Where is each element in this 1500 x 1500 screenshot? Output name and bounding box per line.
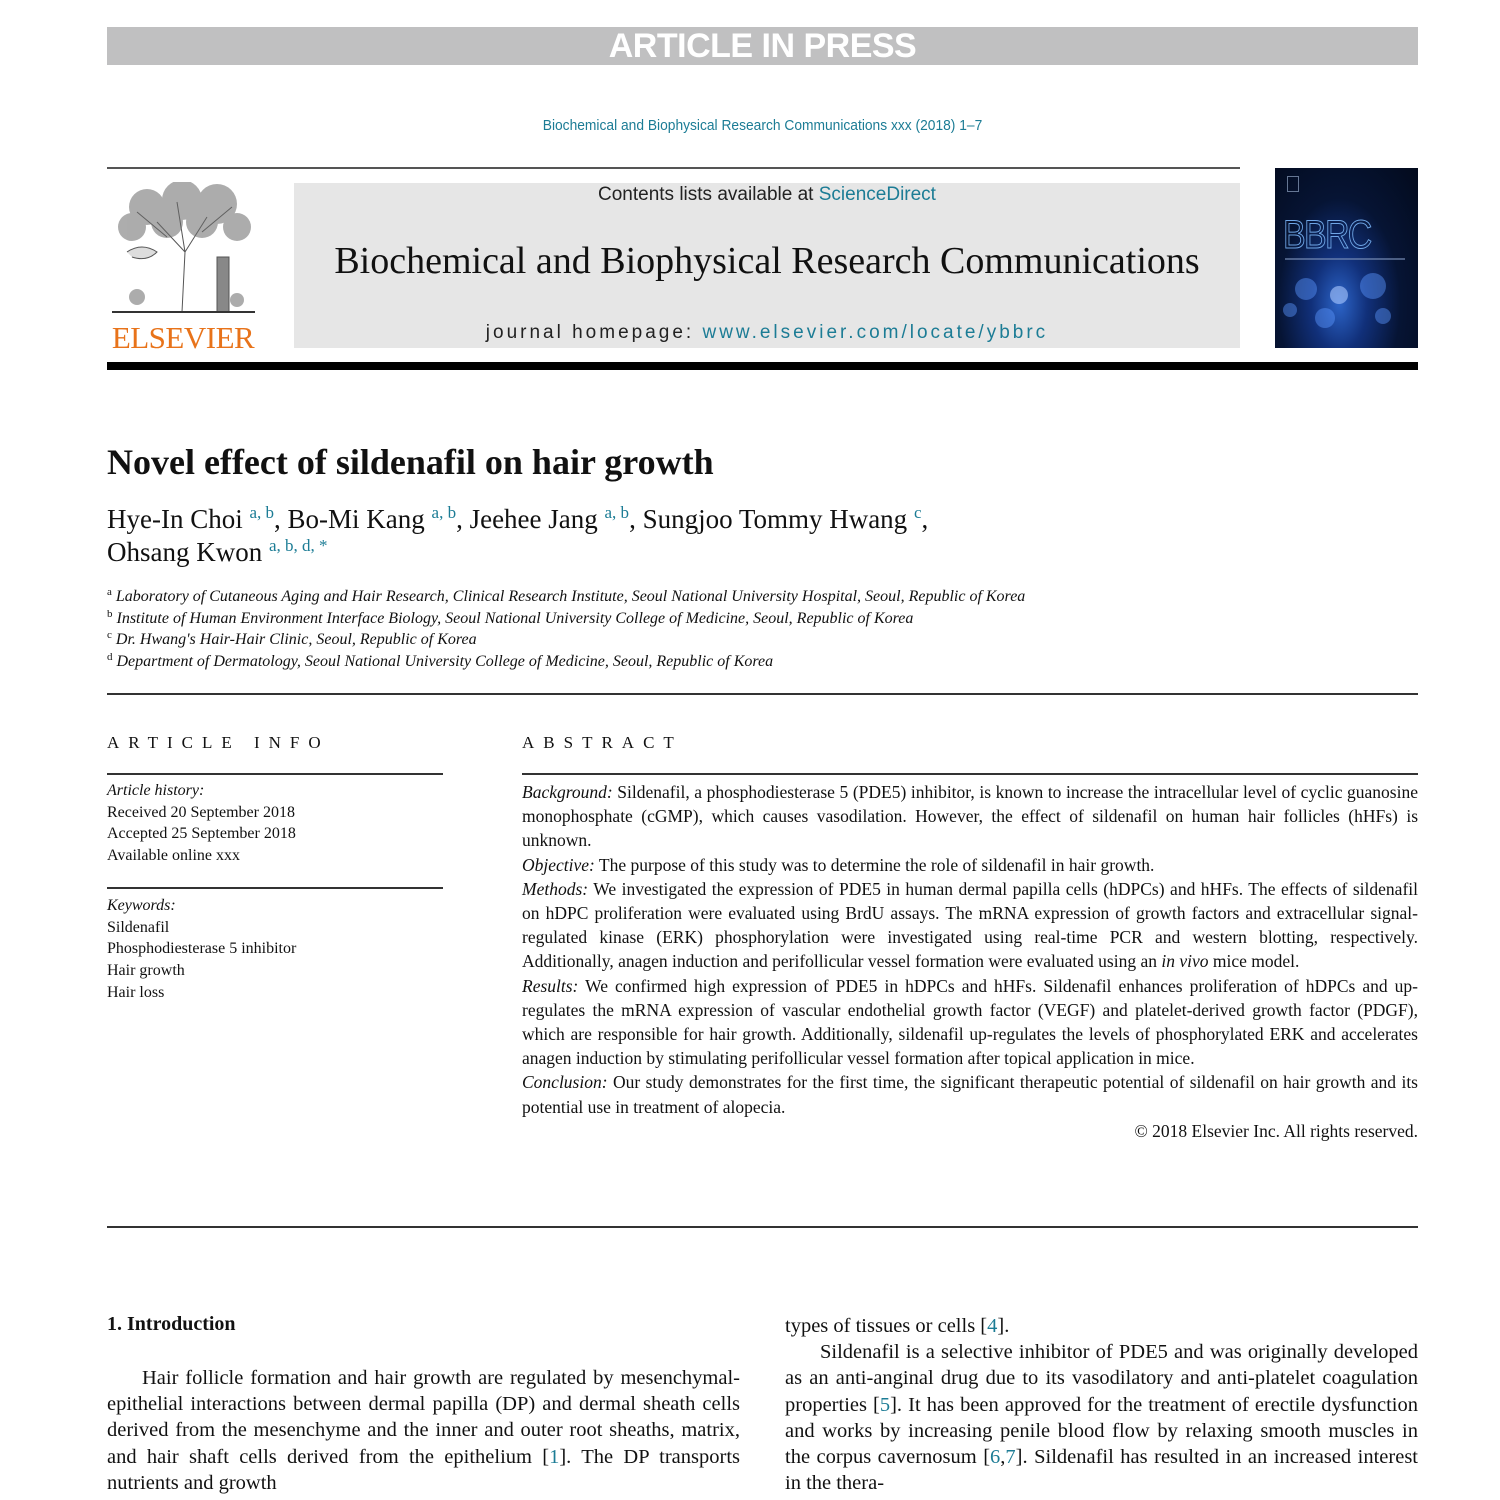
abstract-body [522, 780, 1418, 1143]
article-in-press-banner: ARTICLE IN PRESS [107, 27, 1418, 65]
abstract-background: Background: Sildenafil, a phosphodiesterase 5 (PDE5) inhibitor, is known to increase the intracellular level of cyclic guanosine monophosphate (cGMP), which causes vasodilation. However, the effect of sildenafil on human hair follicles (hHFs) is unknown. [522, 782, 1418, 851]
cover-title: BBRC [1283, 213, 1371, 257]
contents-prefix: Contents lists available at [598, 184, 819, 205]
cover-subtitle-line [1285, 258, 1405, 260]
author-affil-mark[interactable]: c [913, 503, 922, 522]
keywords [107, 895, 296, 1004]
body-paragraph: types of tissues or cells [4]. [785, 1315, 1010, 1337]
bokeh-light [1315, 308, 1335, 328]
body-column-left [107, 1365, 740, 1496]
abstract-objective: Objective: The purpose of this study was to determine the role of sildenafil in hair growth. [522, 854, 1155, 875]
abstract-heading: ABSTRACT [522, 733, 683, 752]
article-info-rule [107, 773, 443, 775]
author-affil-mark[interactable]: a, b, d, * [269, 536, 328, 555]
affiliation-item: $^d$ Department of Dermatology, Seoul National University College of Medicine, Seoul, Republic of Korea [107, 651, 774, 671]
reference-link[interactable]: 7 [1005, 1446, 1016, 1469]
article-info-heading: ARTICLE INFO [107, 733, 330, 752]
bokeh-light [1295, 278, 1317, 300]
body-paragraph: Sildenafil is a selective inhibitor of PDE5 and was originally developed as an anti-anginal drug due to its vasodilatory and anti-platelet coagulation properties [5]. It has been approved for the treatment of erectile dysfunction and works by increasing penile blood flow by relaxing smooth muscles in the corpus cavernosum [6,7]. Sildenafil has resulted in an increased interest in the thera- [785, 1341, 1418, 1495]
section-divider [107, 693, 1418, 695]
abstract-rule [522, 773, 1418, 775]
keyword-item: Hair loss [107, 983, 165, 1001]
article-title: Novel effect of sildenafil on hair growth [107, 442, 714, 482]
homepage-line [294, 322, 1240, 344]
homepage-prefix: journal homepage: [485, 322, 703, 343]
body-column-right [785, 1313, 1418, 1496]
author-name[interactable]: Jeehee Jang [469, 504, 598, 534]
author-name[interactable]: Hye-In Choi [107, 504, 243, 534]
author-affil-mark[interactable]: a, b [604, 503, 630, 522]
sciencedirect-link[interactable]: ScienceDirect [818, 184, 936, 205]
keywords-rule [107, 887, 443, 889]
abstract-methods: Methods: We investigated the expression of PDE5 in human dermal papilla cells (hDPCs) and hHFs. The effects of sildenafil on hDPC proliferation were evaluated using BrdU assays. The mRNA expression of growth factors and extracellular signal-regulated kinase (ERK) phosphorylation were investigated using real-time PCR and western blotting, respectively. Additionally, anagen induction and perifollicular vessel formation were evaluated using an in vivo mice model. [522, 878, 1418, 972]
keywords-label: Keywords: [107, 897, 176, 914]
bokeh-light [1283, 303, 1297, 317]
journal-cover-image[interactable] [1275, 168, 1418, 348]
cover-elsevier-icon [1287, 176, 1299, 192]
bokeh-light [1375, 308, 1391, 324]
history-accepted: Accepted 25 September 2018 [107, 825, 296, 843]
journal-name: Biochemical and Biophysical Research Communications [334, 240, 1200, 282]
history-received: Received 20 September 2018 [107, 803, 295, 821]
author-affil-mark[interactable]: a, b [431, 503, 457, 522]
history-online: Available online xxx [107, 847, 240, 865]
elsevier-tree-icon [107, 182, 257, 317]
introduction-heading: 1. Introduction [107, 1313, 236, 1335]
author-name[interactable]: Ohsang Kwon [107, 537, 263, 567]
abstract-conclusion: Conclusion: Our study demonstrates for the first time, the significant therapeutic potential of sildenafil on hair growth and its potential use in treatment of alopecia. [522, 1072, 1418, 1117]
article-history [107, 780, 296, 867]
reference-link[interactable]: 1 [549, 1445, 560, 1468]
section-divider [107, 1226, 1418, 1228]
elsevier-wordmark: ELSEVIER [111, 320, 255, 355]
author-affil-mark[interactable]: a, b [249, 503, 275, 522]
abstract-results: Results: We confirmed high expression of PDE5 in hDPCs and hHFs. Sildenafil enhances proliferation of hDPCs and up-regulates the mRNA expression of vascular endothelial growth factor (VEGF) and platelet-derived growth factor (PDGF), which are responsible for hair growth. Additionally, sildenafil up-regulates the levels of phosphorylated ERK and accelerates anagen induction by stimulating perifollicular vessel formation after topical application in mice. [522, 975, 1418, 1069]
bokeh-light [1360, 273, 1386, 299]
affiliation-item: $^c$ Dr. Hwang's Hair-Hair Clinic, Seoul, Republic of Korea [107, 629, 477, 649]
author-name[interactable]: Bo-Mi Kang [287, 504, 425, 534]
masthead-thick-rule [107, 362, 1418, 370]
affiliations [107, 586, 1025, 673]
affiliation-item: $^a$ Laboratory of Cutaneous Aging and Hair Research, Clinical Research Institute, Seoul National University Hospital, Seoul, Republic of Korea [107, 586, 1026, 605]
keyword-item: Sildenafil [107, 918, 170, 936]
homepage-link[interactable]: www.elsevier.com/locate/ybbrc [702, 322, 1049, 343]
affiliation-item: $^b$ Institute of Human Environment Interface Biology, Seoul National University College of Medicine, Seoul, Republic of Korea [107, 607, 914, 627]
copyright: © 2018 Elsevier Inc. All rights reserved. [1134, 1120, 1418, 1141]
journal-citation[interactable]: Biochemical and Biophysical Research Communications xxx (2018) 1–7 [542, 117, 983, 134]
elsevier-logo[interactable] [107, 182, 259, 355]
history-label: Article history: [107, 782, 205, 799]
keyword-item: Hair growth [107, 962, 185, 980]
contents-line [294, 183, 1240, 207]
header-rule [107, 167, 1240, 169]
bokeh-light [1330, 286, 1348, 304]
author-name[interactable]: Sungjoo Tommy Hwang [642, 504, 908, 534]
reference-link[interactable]: 5 [879, 1393, 891, 1416]
body-paragraph: Hair follicle formation and hair growth are regulated by mesenchymal-epithelial interactions between dermal papilla (DP) and dermal sheath cells derived from the mesenchyme and the inner and outer root sheaths, matrix, and hair shaft cells derived from the epithelium [1]. The DP transports nutrients and growth [107, 1367, 740, 1494]
keyword-item: Phosphodiesterase 5 inhibitor [107, 940, 297, 958]
reference-link[interactable]: 6 [990, 1446, 1001, 1469]
reference-link[interactable]: 4 [987, 1315, 998, 1337]
journal-masthead [294, 183, 1240, 348]
author-list: Hye-In Choi $^{a, b}$, Bo-Mi Kang $^{a, b}$, Jeehee Jang $^{a, b}$, Sungjoo Tommy Hwang $^c$, Ohsang Kwon $^{a, b, d, *}$ [107, 503, 929, 567]
